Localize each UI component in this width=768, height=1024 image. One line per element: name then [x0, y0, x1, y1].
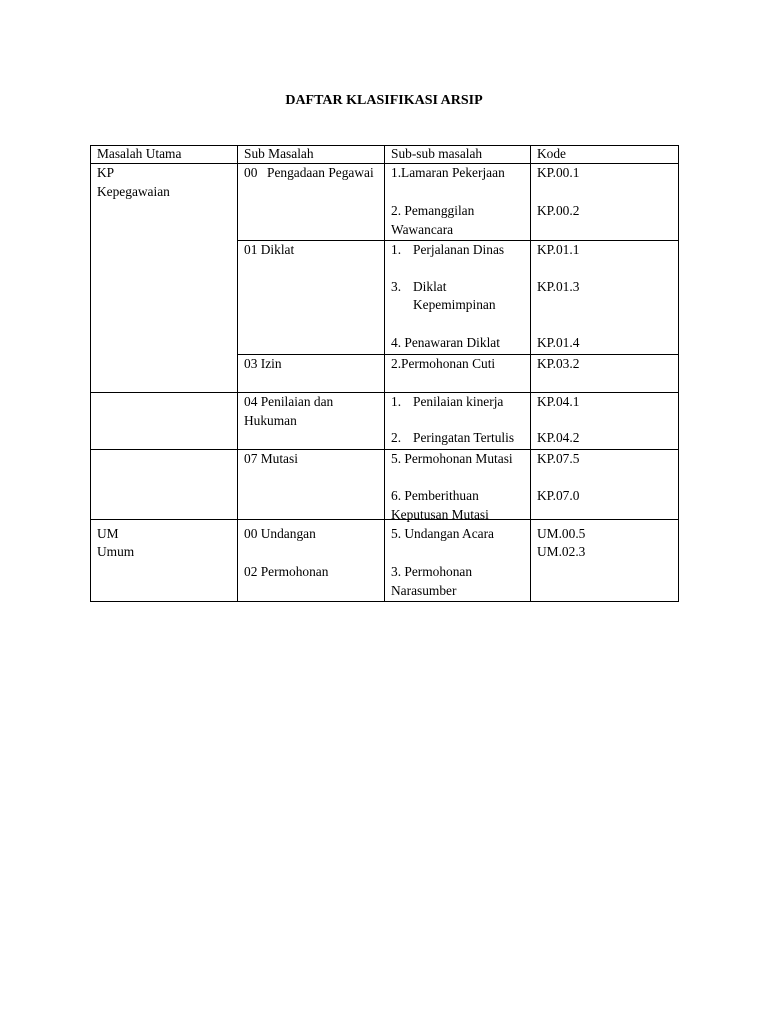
subsub-item-line: Wawancara [391, 222, 454, 237]
sub-label-line: Hukuman [244, 413, 297, 428]
kode-value: UM.00.5 [537, 526, 586, 541]
kode-value: UM.02.3 [537, 544, 586, 559]
column-divider [384, 146, 385, 601]
page-title: DAFTAR KLASIFIKASI ARSIP [285, 93, 483, 108]
subsub-item: 2.Permohonan Cuti [391, 356, 496, 371]
subsub-item-line: 6. Pemberithuan [391, 488, 479, 503]
subsub-item: 4. Penawaran Diklat [391, 335, 500, 350]
subsub-item: Perjalanan Dinas [413, 242, 505, 257]
kode-value: KP.00.2 [537, 203, 580, 218]
subsub-item-line: Kepemimpinan [413, 297, 496, 312]
classification-table [90, 145, 679, 602]
subsub-item: 1.Lamaran Pekerjaan [391, 165, 505, 180]
group-code: KP [97, 165, 115, 180]
kode-value: KP.04.1 [537, 394, 580, 409]
subsub-item-line: Keputusan Mutasi [391, 507, 489, 522]
column-divider [237, 146, 238, 601]
subsub-number: 2. [391, 430, 402, 445]
group-name: Kepegawaian [97, 184, 170, 199]
group-name: Umum [97, 544, 135, 559]
kode-value: KP.07.5 [537, 451, 580, 466]
subsub-item: Penilaian kinerja [413, 394, 504, 409]
subsub-number: 1. [391, 242, 402, 257]
column-divider [530, 146, 531, 601]
header-sub-masalah: Sub Masalah [244, 146, 314, 161]
subsub-number: 3. [391, 279, 402, 294]
header-kode: Kode [537, 146, 567, 161]
kode-value: KP.01.4 [537, 335, 580, 350]
subsub-item-line: Narasumber [391, 583, 457, 598]
sub-label: 02 Permohonan [244, 564, 329, 579]
group-code: UM [97, 526, 119, 541]
sub-label: Pengadaan Pegawai [267, 165, 374, 180]
subsub-item: 5. Undangan Acara [391, 526, 494, 541]
kode-value: KP.04.2 [537, 430, 580, 445]
sub-label: 01 Diklat [244, 242, 295, 257]
kode-value: KP.00.1 [537, 165, 580, 180]
subsub-number: 1. [391, 394, 402, 409]
kode-value: KP.07.0 [537, 488, 580, 503]
subsub-item-line: 2. Pemanggilan [391, 203, 475, 218]
sub-label: 03 Izin [244, 356, 282, 371]
subsub-item-line: Diklat [413, 279, 447, 294]
sub-number: 00 [244, 165, 258, 180]
subsub-item: 5. Permohonan Mutasi [391, 451, 513, 466]
header-sub-sub-masalah: Sub-sub masalah [391, 146, 483, 161]
subsub-item: Peringatan Tertulis [413, 430, 515, 445]
kode-value: KP.01.1 [537, 242, 580, 257]
subsub-item-line: 3. Permohonan [391, 564, 473, 579]
sub-label: 00 Undangan [244, 526, 316, 541]
sub-label: 07 Mutasi [244, 451, 298, 466]
kode-value: KP.03.2 [537, 356, 580, 371]
header-masalah-utama: Masalah Utama [97, 146, 182, 161]
kode-value: KP.01.3 [537, 279, 580, 294]
sub-label-line: 04 Penilaian dan [244, 394, 334, 409]
